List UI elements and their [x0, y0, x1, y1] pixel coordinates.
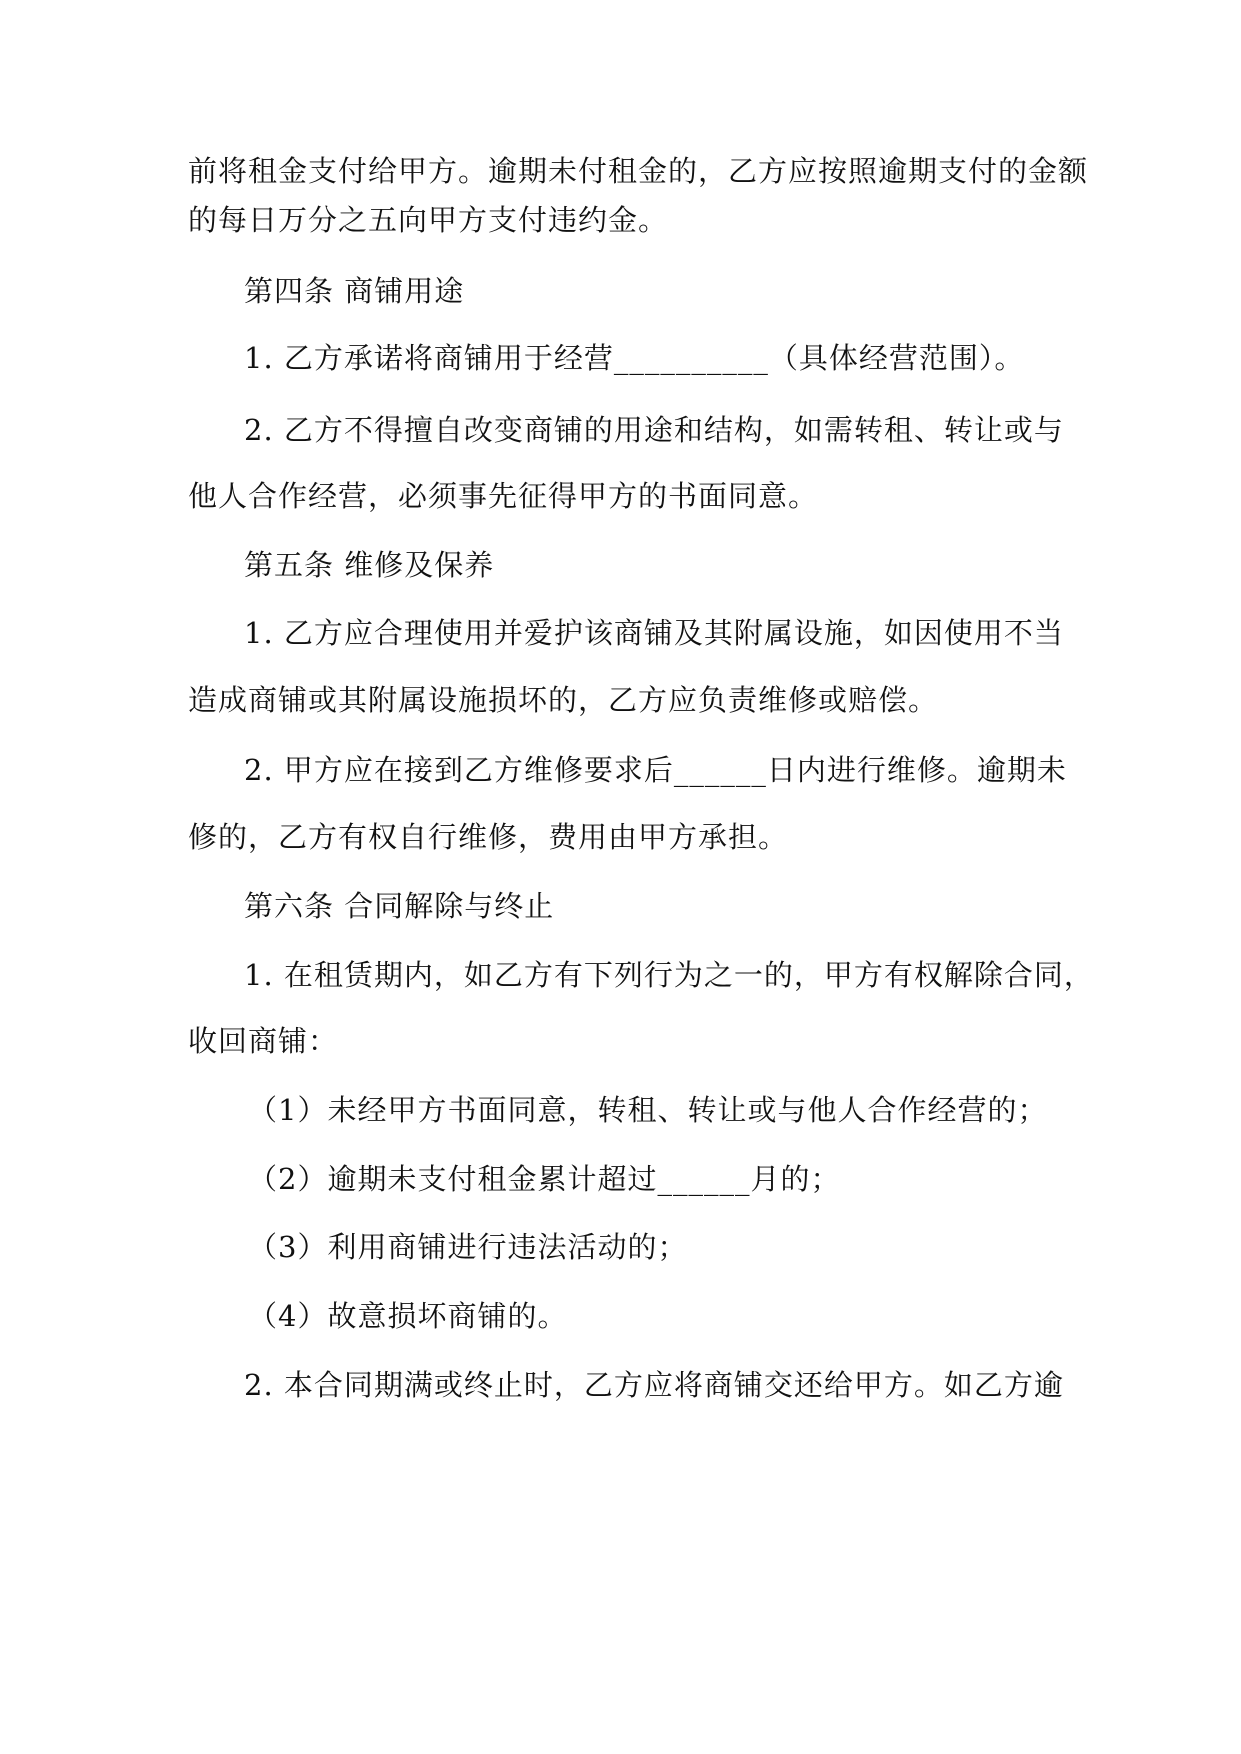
paragraph-line: 的每日万分之五向甲方支付违约金。 — [188, 203, 669, 237]
article-heading: 第四条 商铺用途 — [244, 274, 465, 308]
article-heading: 第六条 合同解除与终止 — [244, 889, 555, 923]
sub-item-line: （3）利用商铺进行违法活动的； — [248, 1230, 688, 1264]
article-heading: 第五条 维修及保养 — [244, 548, 495, 582]
paragraph-line: 修的，乙方有权自行维修，费用由甲方承担。 — [188, 820, 789, 854]
clause-line: 1. 在租赁期内，如乙方有下列行为之一的，甲方有权解除合同， — [244, 958, 1094, 992]
clause-line: 2. 甲方应在接到乙方维修要求后______日内进行维修。逾期未 — [244, 753, 1067, 787]
clause-line: 1. 乙方应合理使用并爱护该商铺及其附属设施，如因使用不当 — [244, 616, 1064, 650]
clause-line: 2. 乙方不得擅自改变商铺的用途和结构，如需转租、转让或与 — [244, 413, 1064, 447]
clause-line: 2. 本合同期满或终止时，乙方应将商铺交还给甲方。如乙方逾 — [244, 1368, 1064, 1402]
clause-line: 1. 乙方承诺将商铺用于经营__________（具体经营范围）。 — [244, 341, 1025, 375]
paragraph-line: 前将租金支付给甲方。逾期未付租金的，乙方应按照逾期支付的金额 — [188, 154, 1089, 188]
sub-item-line: （2）逾期未支付租金累计超过______月的； — [248, 1162, 841, 1196]
paragraph-line: 造成商铺或其附属设施损坏的，乙方应负责维修或赔偿。 — [188, 683, 939, 717]
sub-item-line: （1）未经甲方书面同意，转租、转让或与他人合作经营的； — [248, 1093, 1048, 1127]
paragraph-line: 他人合作经营，必须事先征得甲方的书面同意。 — [188, 479, 819, 513]
paragraph-line: 收回商铺： — [188, 1024, 339, 1058]
sub-item-line: （4）故意损坏商铺的。 — [248, 1299, 568, 1333]
